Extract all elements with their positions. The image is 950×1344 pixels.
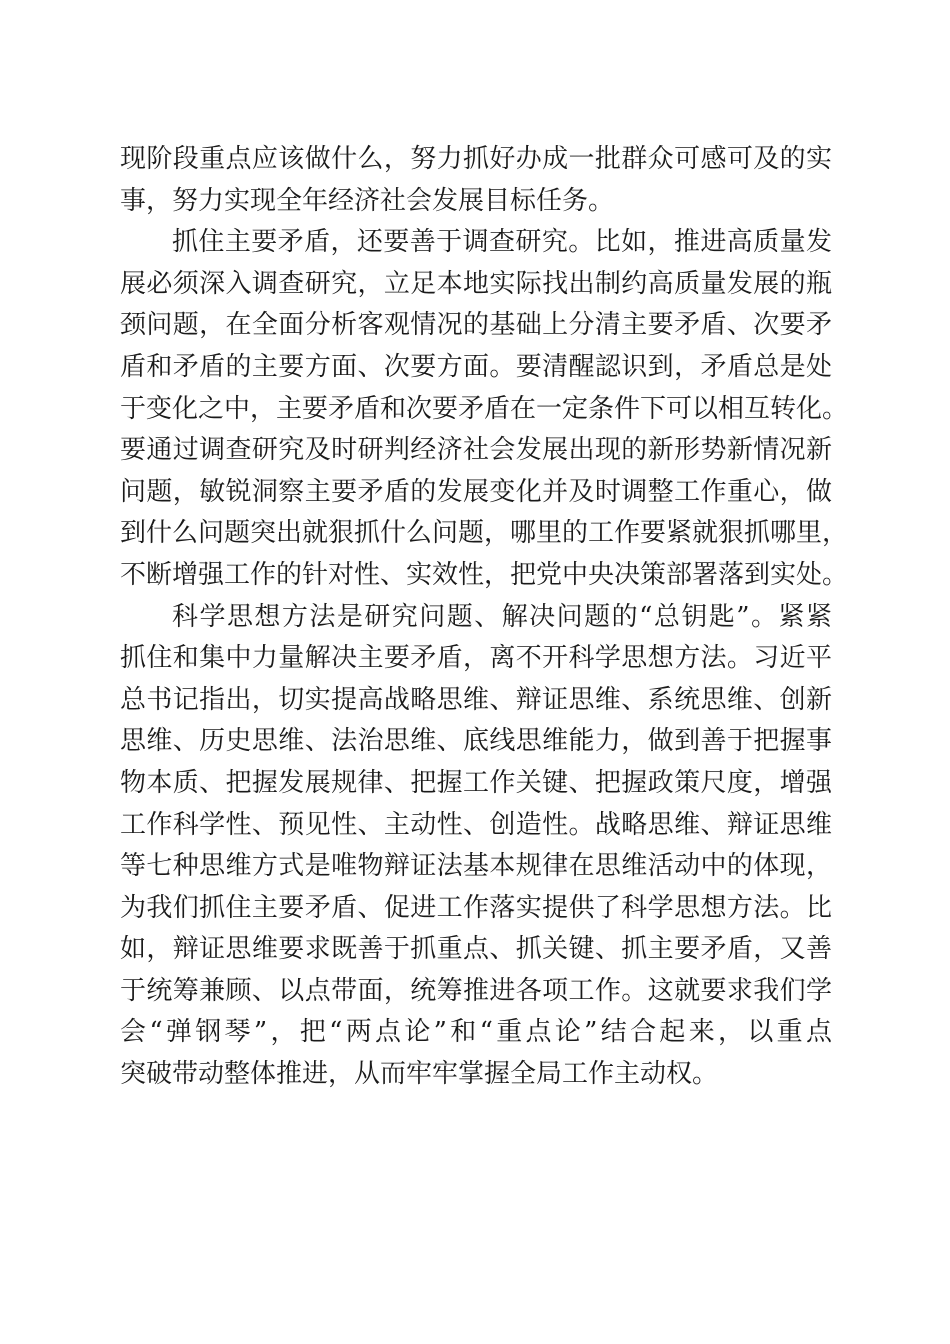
text-line: 等七种思维方式是唯物辩证法基本规律在思维活动中的体现， — [120, 851, 832, 882]
text-line: 物本质、把握发展规律、把握工作关键、把握政策尺度，增强 — [120, 767, 832, 798]
text-line: 展必须深入调查研究，立足本地实际找出制约高质量发展的瓶 — [120, 268, 832, 299]
text-line: 为我们抓住主要矛盾、促进工作落实提供了科学思想方法。比 — [120, 892, 832, 923]
text-line: 工作科学性、预见性、主动性、创造性。战略思维、辩证思维 — [120, 809, 832, 840]
text-line: 如，辩证思维要求既善于抓重点、抓关键、抓主要矛盾，又善 — [120, 934, 832, 965]
text-line: 于变化之中，主要矛盾和次要矛盾在一定条件下可以相互转化。 — [120, 393, 849, 424]
paragraph-first-line: 抓住主要矛盾，还要善于调查研究。比如，推进高质量发 — [172, 227, 832, 258]
text-line: 要通过调查研究及时研判经济社会发展出现的新形势新情况新 — [120, 435, 832, 466]
text-line: 总书记指出，切实提高战略思维、辩证思维、系统思维、创新 — [120, 684, 832, 715]
body-text — [120, 139, 849, 1096]
text-line: 不断增强工作的针对性、实效性，把党中央决策部署落到实处。 — [120, 559, 849, 590]
text-line: 问题，敏锐洞察主要矛盾的发展变化并及时调整工作重心，做 — [120, 476, 832, 507]
text-line: 突破带动整体推进，从而牢牢掌握全局工作主动权。 — [120, 1059, 719, 1090]
text-line: 事，努力实现全年经济社会发展目标任务。 — [120, 185, 615, 216]
text-line: 思维、历史思维、法治思维、底线思维能力，做到善于把握事 — [120, 726, 832, 757]
text-line: 于统筹兼顾、以点带面，统筹推进各项工作。这就要求我们学 — [120, 975, 832, 1006]
text-line: 抓住和集中力量解决主要矛盾，离不开科学思想方法。习近平 — [120, 643, 832, 674]
text-line: 颈问题，在全面分析客观情况的基础上分清主要矛盾、次要矛 — [120, 310, 832, 341]
paragraph-first-line: 科学思想方法是研究问题、解决问题的“总钥匙”。紧紧 — [172, 601, 832, 632]
text-line: 盾和矛盾的主要方面、次要方面。要清醒認识到，矛盾总是处 — [120, 351, 832, 382]
text-line: 会“弹钢琴”，把“两点论”和“重点论”结合起来，以重点 — [120, 1017, 832, 1048]
text-line: 现阶段重点应该做什么，努力抓好办成一批群众可感可及的实 — [120, 144, 832, 174]
text-line: 到什么问题突出就狠抓什么问题，哪里的工作要紧就狠抓哪里， — [120, 518, 849, 549]
